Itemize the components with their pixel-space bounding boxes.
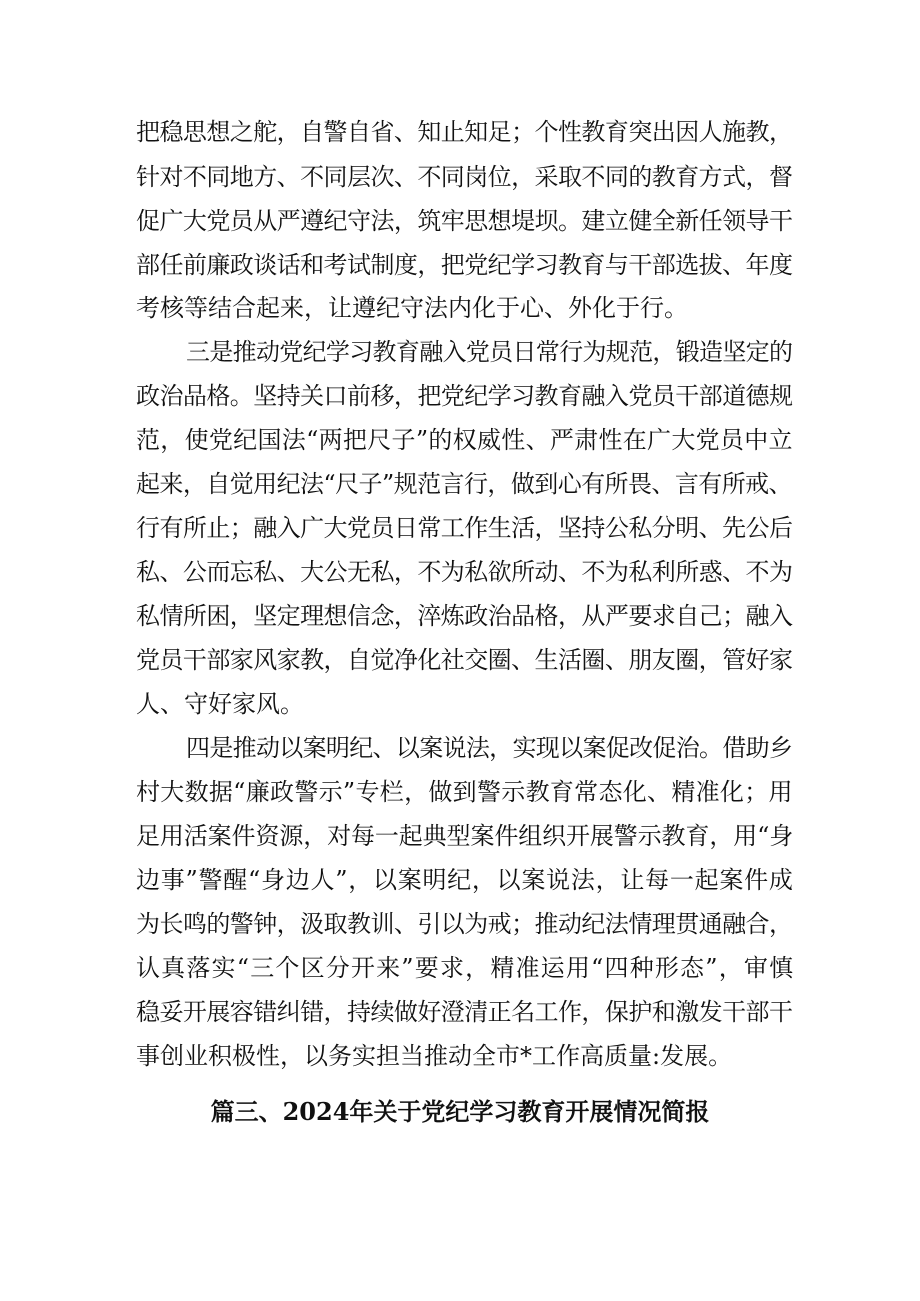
paragraph-line: 私情所困，坚定理想信念，淬炼政治品格，从严要求自己；融入 xyxy=(136,602,793,630)
paragraph-line: 村大数据“廉政警示”专栏，做到警示教育常态化、精准化；用 xyxy=(136,778,793,806)
paragraph-line: 事创业积极性，以务实担当推动全市*工作高质量:发展。 xyxy=(136,1042,733,1070)
paragraph-line: 针对不同地方、不同层次、不同岗位，采取不同的教育方式，督 xyxy=(136,163,793,191)
paragraph-line: 考核等结合起来，让遵纪守法内化于心、外化于行。 xyxy=(136,294,688,322)
paragraph-line: 人、守好家风。 xyxy=(136,690,304,718)
paragraph-line: 起来，自觉用纪法“尺子”规范言行，做到心有所畏、言有所戒、 xyxy=(136,470,792,498)
paragraph-line: 范，使党纪国法“两把尺子”的权威性、严肃性在广大党员中立 xyxy=(136,426,793,454)
paragraph-line: 私、公而忘私、大公无私，不为私欲所动、不为私利所惑、不为 xyxy=(136,558,793,586)
paragraph-line: 政治品格。坚持关口前移，把党纪学习教育融入党员干部道德规 xyxy=(136,382,793,410)
paragraph-line: 四是推动以案明纪、以案说法，实现以案促改促治。借助乡 xyxy=(186,734,793,762)
paragraph-line: 认真落实“三个区分开来”要求，精准运用“四种形态”，审慎 xyxy=(136,954,795,982)
paragraph-line: 足用活案件资源，对每一起典型案件组织开展警示教育，用“身 xyxy=(136,822,794,850)
paragraph-line: 稳妥开展容错纠错，持续做好澄清正名工作，保护和激发干部干 xyxy=(136,998,793,1026)
paragraph-line: 部任前廉政谈话和考试制度，把党纪学习教育与干部选拔、年度 xyxy=(136,251,793,279)
paragraph-line: 把稳思想之舵，自警自省、知止知足；个性教育突出因人施教， xyxy=(136,118,793,146)
paragraph-line: 促广大党员从严遵纪守法，筑牢思想堤坝。建立健全新任领导干 xyxy=(136,207,793,235)
paragraph-line: 三是推动党纪学习教育融入党员日常行为规范，锻造坚定的 xyxy=(186,338,793,366)
section-heading: 篇三、2024年关于党纪学习教育开展情况简报 xyxy=(210,1097,710,1126)
paragraph-line: 行有所止；融入广大党员日常工作生活，坚持公私分明、先公后 xyxy=(136,514,793,542)
paragraph-line: 边事”警醒“身边人”，以案明纪，以案说法，让每一起案件成 xyxy=(136,866,794,894)
paragraph-line: 党员干部家风家教，自觉净化社交圈、生活圈、朋友圈，管好家 xyxy=(136,646,793,674)
paragraph-line: 为长鸣的警钟，汲取教训、引以为戒；推动纪法情理贯通融合， xyxy=(136,910,793,938)
